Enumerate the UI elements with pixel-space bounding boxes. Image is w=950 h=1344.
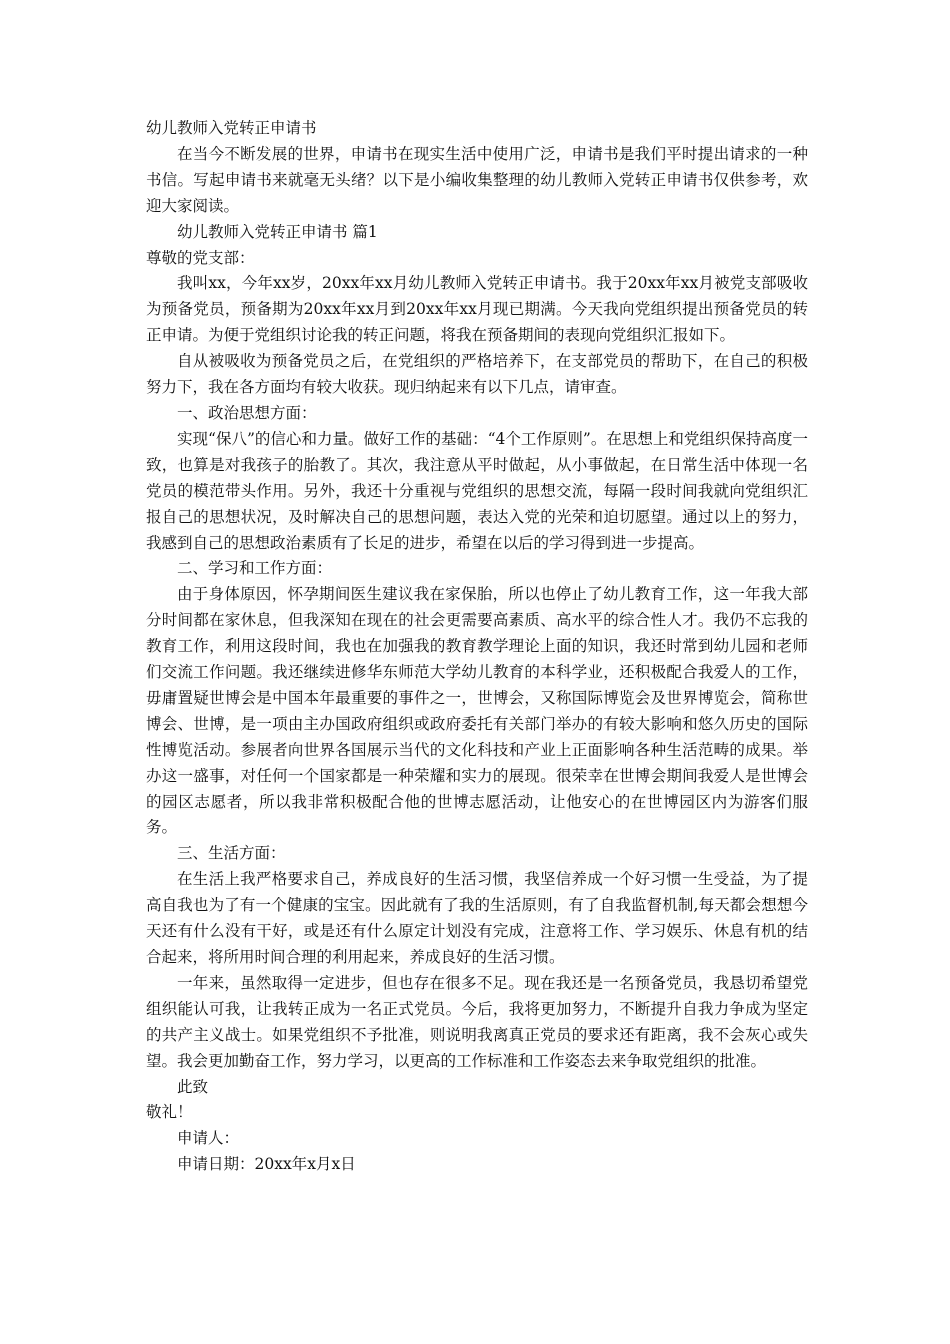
paragraph-2: 自从被吸收为预备党员之后，在党组织的严格培养下，在支部党员的帮助下，在自己的积极努力下，我在各方面均有较大收获。现归纳起来有以下几点，请审查。 xyxy=(146,352,808,397)
salutation: 尊敬的党支部： xyxy=(146,248,255,267)
closing-line-1: 此致 xyxy=(177,1077,209,1096)
paragraph-5: 在生活上我严格要求自己，养成良好的生活习惯，我坚信养成一个好习惯一生受益，为了提高自我也为了有一个健康的宝宝。因此就有了我的生活原则，有了自我监督机制,每天都会想想今天还有什么没有干好，或是还有什么原定计划没有完成，注意将工作、学习娱乐、休息有机的结合起来，将所用时间合理的利用起来，养成良好的生活习惯。 xyxy=(146,870,808,966)
paragraph-1: 我叫xx，今年xx岁，20xx年xx月幼儿教师入党转正申请书。我于20xx年xx月被党支部吸收为预备党员，预备期为20xx年xx月到20xx年xx月现已期满。今天我向党组织提出预备党员的转正申请。为便于党组织讨论我的转正问题，将我在预备期间的表现向党组织汇报如下。 xyxy=(146,274,808,345)
section-heading-life: 三、生活方面： xyxy=(177,844,286,863)
paragraph-4: 由于身体原因，怀孕期间医生建议我在家保胎，所以也停止了幼儿教育工作，这一年我大部分时间都在家休息，但我深知在现在的社会更需要高素质、高水平的综合性人才。我仍不忘我的教育工作，利用这段时间，我也在加强我的教育教学理论上面的知识，我还时常到幼儿园和老师们交流工作问题。我还继续进修华东师范大学幼儿教育的本科学业，还积极配合我爱人的工作，毋庸置疑世博会是中国本年最重要的事件之一，世博会，又称国际博览会及世界博览会，简称世博会、世博，是一项由主办国政府组织或政府委托有关部门举办的有较大影响和悠久历史的国际性博览活动。参展者向世界各国展示当代的文化科技和产业上正面影响各种生活范畴的成果。举办这一盛事，对任何一个国家都是一种荣耀和实力的展现。很荣幸在世博会期间我爱人是世博会的园区志愿者，所以我非常积极配合他的世博志愿活动，让他安心的在世博园区内为游客们服务。 xyxy=(146,585,808,837)
document-title: 幼儿教师入党转正申请书 xyxy=(146,119,317,137)
document-body xyxy=(146,116,808,1178)
closing-line-2: 敬礼！ xyxy=(146,1103,193,1122)
paragraph-6: 一年来，虽然取得一定进步，但也存在很多不足。现在我还是一名预备党员，我恳切希望党组织能认可我，让我转正成为一名正式党员。今后，我将更加努力，不断提升自我力争成为坚定的共产主义战士。如果党组织不予批准，则说明我离真正党员的要求还有距离，我不会灰心或失望。我会更加勤奋工作，努力学习，以更高的工作标准和工作姿态去来争取党组织的批准。 xyxy=(146,973,808,1070)
applicant-line: 申请人： xyxy=(177,1129,240,1148)
section-heading-politics: 一、政治思想方面： xyxy=(177,403,317,422)
application-date: 申请日期：20xx年x月x日 xyxy=(177,1155,356,1174)
piece-heading: 幼儿教师入党转正申请书 篇1 xyxy=(177,222,378,241)
section-heading-study-work: 二、学习和工作方面： xyxy=(177,559,333,578)
paragraph-3: 实现“保八”的信心和力量。做好工作的基础：“4个工作原则”。在思想上和党组织保持高度一致，也算是对我孩子的胎教了。其次，我注意从平时做起，从小事做起，在日常生活中体现一名党员的模范带头作用。另外，我还十分重视与党组织的思想交流，每隔一段时间我就向党组织汇报自己的思想状况，及时解决自己的思想问题，表达入党的光荣和迫切愿望。通过以上的努力，我感到自己的思想政治素质有了长足的进步，希望在以后的学习得到进一步提高。 xyxy=(146,429,808,552)
intro-paragraph: 在当今不断发展的世界，申请书在现实生活中使用广泛，申请书是我们平时提出请求的一种书信。写起申请书来就毫无头绪？以下是小编收集整理的幼儿教师入党转正申请书仅供参考，欢迎大家阅读。 xyxy=(146,144,808,215)
